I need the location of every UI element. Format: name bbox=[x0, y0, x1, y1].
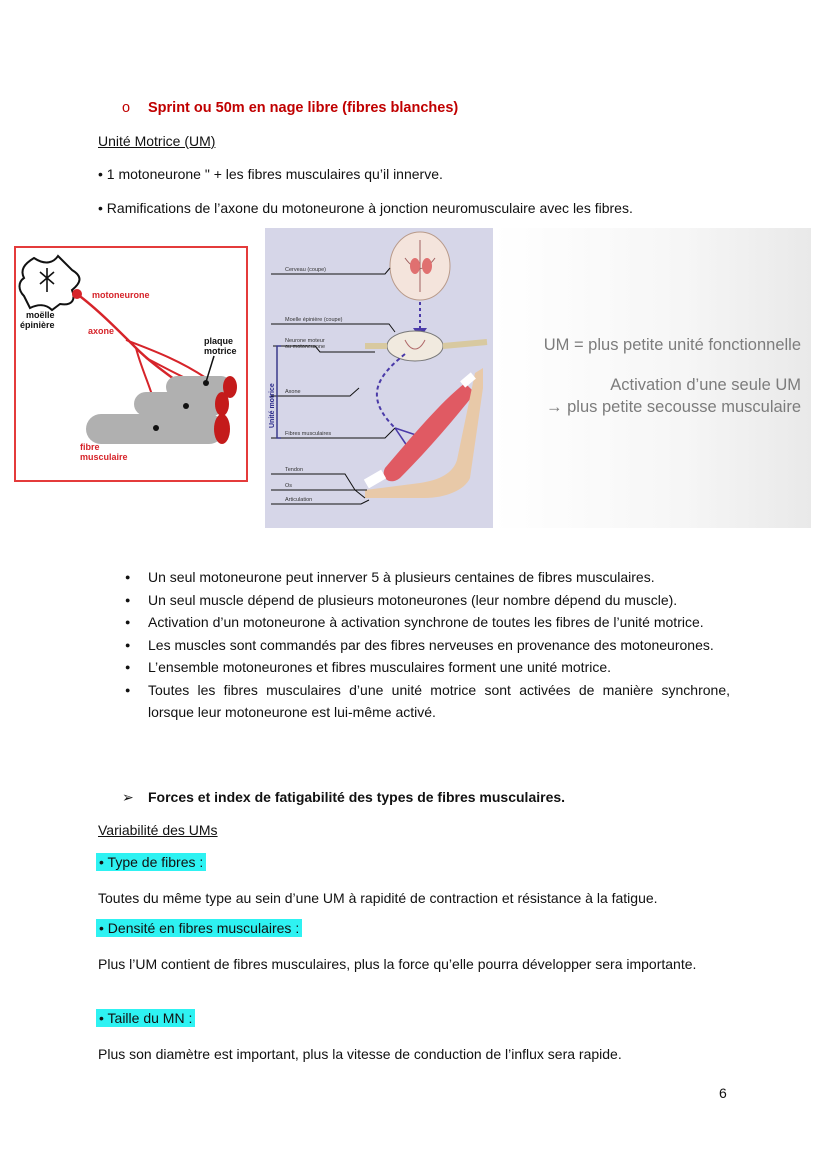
motor-unit-points bbox=[120, 566, 730, 724]
label-fibre-1: fibre bbox=[80, 442, 100, 452]
intro-line-2: • Ramifications de l’axone du motoneurone à jonction neuromusculaire avec les fibres. bbox=[98, 200, 633, 216]
section-title bbox=[122, 100, 458, 116]
paragraph-type-fibres: Toutes du même type au sein d’une UM à rapidité de contraction et résistance à la fatigue. bbox=[98, 890, 658, 906]
highlight-type-fibres bbox=[96, 854, 206, 870]
paragraph-densite: Plus l’UM contient de fibres musculaires, plus la force qu’elle pourra développer sera importante. bbox=[98, 956, 697, 972]
label-fibre-2: musculaire bbox=[80, 452, 128, 462]
forces-title-text: Forces et index de fatigabilité des types de fibres musculaires. bbox=[148, 789, 566, 805]
highlight-label: • Taille du MN : bbox=[96, 1009, 195, 1027]
label-fibres-musculaires: Fibres musculaires bbox=[285, 431, 332, 437]
list-item: ● L’ensemble motoneurones et fibres musculaires forment une unité motrice. bbox=[120, 656, 730, 679]
label-ou-motoneurone: ou motoneurone bbox=[285, 344, 326, 350]
label-cerveau: Cerveau (coupe) bbox=[285, 267, 326, 273]
heading-variabilite: Variabilité des UMs bbox=[98, 822, 218, 838]
label-motoneurone: motoneurone bbox=[92, 290, 150, 300]
um-secousse-text: → plus petite secousse musculaire bbox=[546, 398, 801, 416]
motor-unit-schematic bbox=[14, 246, 248, 482]
label-neurone-moteur: Neurone moteur bbox=[285, 338, 325, 344]
label-axone: axone bbox=[88, 326, 115, 336]
list-item: ● Les muscles sont commandés par des fibres nerveuses en provenance des motoneurones. bbox=[120, 634, 730, 657]
intro-line-1: • 1 motoneurone " + les fibres musculaires qu’il innerve. bbox=[98, 166, 443, 182]
label-os: Os bbox=[285, 483, 293, 489]
label-plaque-2: motrice bbox=[204, 346, 237, 356]
um-activation-text: Activation d’une seule UM bbox=[610, 376, 801, 394]
list-item: ● Un seul muscle dépend de plusieurs motoneurones (leur nombre dépend du muscle). bbox=[120, 589, 730, 612]
motor-unit-anatomy bbox=[265, 228, 493, 528]
um-definition-text: UM = plus petite unité fonctionnelle bbox=[543, 336, 801, 354]
circle-bullet: o bbox=[122, 100, 131, 116]
um-definition-panel bbox=[493, 228, 811, 528]
motor-unit-anatomy-drawing bbox=[265, 228, 493, 528]
label-tendon: Tendon bbox=[285, 467, 304, 473]
label-articulation: Articulation bbox=[285, 497, 313, 503]
arrow-bullet-icon: ➢ bbox=[122, 789, 134, 805]
motor-unit-schematic-drawing bbox=[16, 248, 246, 480]
label-axone: Axone bbox=[285, 389, 301, 395]
forces-title bbox=[122, 789, 565, 806]
heading-unite-motrice: Unité Motrice (UM) bbox=[98, 133, 216, 149]
label-moelle-2: épinière bbox=[20, 320, 55, 330]
label-moelle-epiniere: Moelle épinière (coupe) bbox=[285, 317, 343, 323]
page-number: 6 bbox=[719, 1085, 727, 1101]
list-item: ● Activation d’un motoneurone à activation synchrone de toutes les fibres de l’unité motrice. bbox=[120, 611, 730, 634]
label-unite-motrice: Unité motrice bbox=[269, 383, 276, 428]
section-title-text: Sprint ou 50m en nage libre (fibres blanches) bbox=[148, 100, 459, 116]
list-item: ● Toutes les fibres musculaires d’une unité motrice sont activées de manière synchrone, lorsque leur motoneurone est lui-même activé. bbox=[120, 679, 730, 724]
highlight-taille-mn bbox=[96, 1010, 195, 1026]
paragraph-taille-mn: Plus son diamètre est important, plus la vitesse de conduction de l’influx sera rapide. bbox=[98, 1046, 622, 1062]
list-item: ● Un seul motoneurone peut innerver 5 à plusieurs centaines de fibres musculaires. bbox=[120, 566, 730, 589]
label-moelle-1: moëlle bbox=[26, 310, 55, 320]
highlight-densite bbox=[96, 920, 302, 936]
highlight-label: • Type de fibres : bbox=[96, 853, 206, 871]
label-plaque-1: plaque bbox=[204, 336, 234, 346]
highlight-label: • Densité en fibres musculaires : bbox=[96, 919, 302, 937]
